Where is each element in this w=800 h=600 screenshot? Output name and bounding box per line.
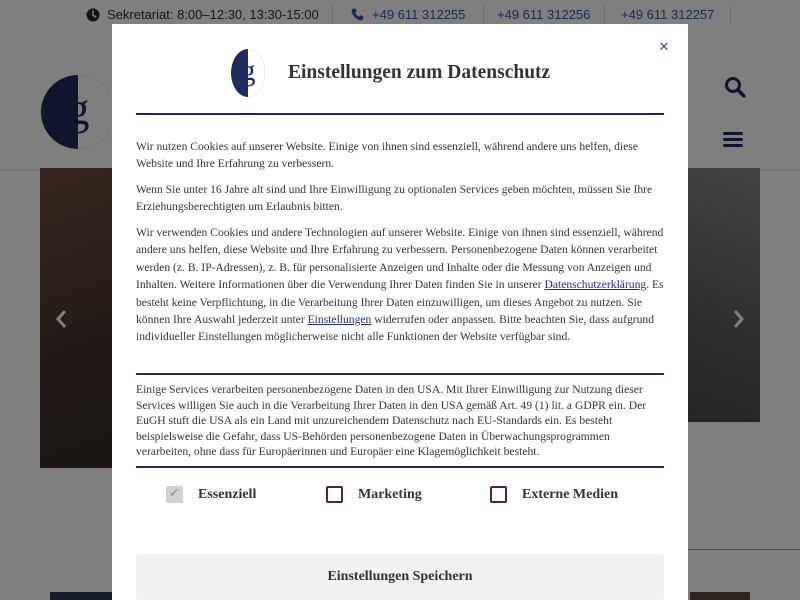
save-settings-button[interactable]: Einstellungen Speichern — [136, 554, 664, 600]
privacy-policy-link[interactable]: Datenschutzerklärung — [544, 278, 647, 292]
divider — [136, 466, 664, 468]
settings-link[interactable]: Einstellungen — [307, 313, 372, 327]
dialog-logo — [230, 48, 266, 98]
consent-text — [136, 224, 664, 346]
privacy-settings-dialog — [112, 24, 688, 600]
checkbox-label: Externe Medien — [522, 487, 619, 502]
checkbox-label: Essenziell — [198, 487, 257, 502]
dialog-title: Einstellungen zum Datenschutz — [288, 62, 551, 83]
checkbox-box[interactable] — [490, 486, 507, 503]
consent-text-part: widerrufen oder anpassen. Bitte beachten Sie, dass aufgrund individueller Einstellungen möglicherweise nicht alle Funktionen der Website verfügbar sind. — [136, 313, 655, 344]
age-notice-text: Wenn Sie unter 16 Jahre alt sind und Ihre Einwilligung zu optionalen Services geben möchten, müssen Sie Ihre Erziehungsberechtigten um Erlaubnis bitten. — [136, 183, 653, 214]
usa-notice-text: Einige Services verarbeiten personenbezogene Daten in den USA. Mit Ihrer Einwilligung zur Nutzung dieser Services willigen Sie auch in die Verarbeitung Ihrer Daten in den USA gemäß Art. 49 (1) lit. a GDPR ein. Der EuGH stuft die USA als ein Land mit unzureichendem Datenschutz nach EU-Standards ein. Es besteht beispielsweise die Gefahr, dass US-Behörden personenbezogene Daten in Überwachungsprogrammen verarbeiten, ohne dass für Europäerinnen und Europäer eine Klagemöglichkeit besteht. — [136, 383, 647, 458]
checkbox-label: Marketing — [358, 487, 422, 502]
consent-text-part: . Es besteht keine Verpflichtung, in die Verarbeitung Ihrer Daten einzuwilligen, um dieses Angebot zu nutzen. Sie können Ihre Auswahl jederzeit unter — [136, 278, 664, 327]
checkbox-box[interactable] — [326, 486, 343, 503]
svg-text:g: g — [240, 54, 256, 87]
close-icon[interactable]: ✕ — [658, 40, 670, 55]
divider — [136, 113, 664, 115]
intro-text: Wir nutzen Cookies auf unserer Website. Einige von ihnen sind essenziell, während andere uns helfen, diese Website und Ihre Erfahrung zu verbessern. — [136, 140, 638, 171]
consent-text-part: Wir verwenden Cookies und andere Technologien auf unserer Website. Einige von ihnen sind essenziell, während andere uns helfen, diese Website und Ihre Erfahrung zu verbessern. Personenbezogene Daten können verarbeitet werden (z. B. IP-Adressen), z. B. für personalisierte Anzeigen und Inhalte oder die Messung von Anzeigen und Inhalten. Weitere Informationen über die Verwendung Ihrer Daten finden Sie in unserer — [136, 226, 664, 292]
checkbox-box — [166, 486, 183, 503]
divider — [136, 373, 664, 375]
